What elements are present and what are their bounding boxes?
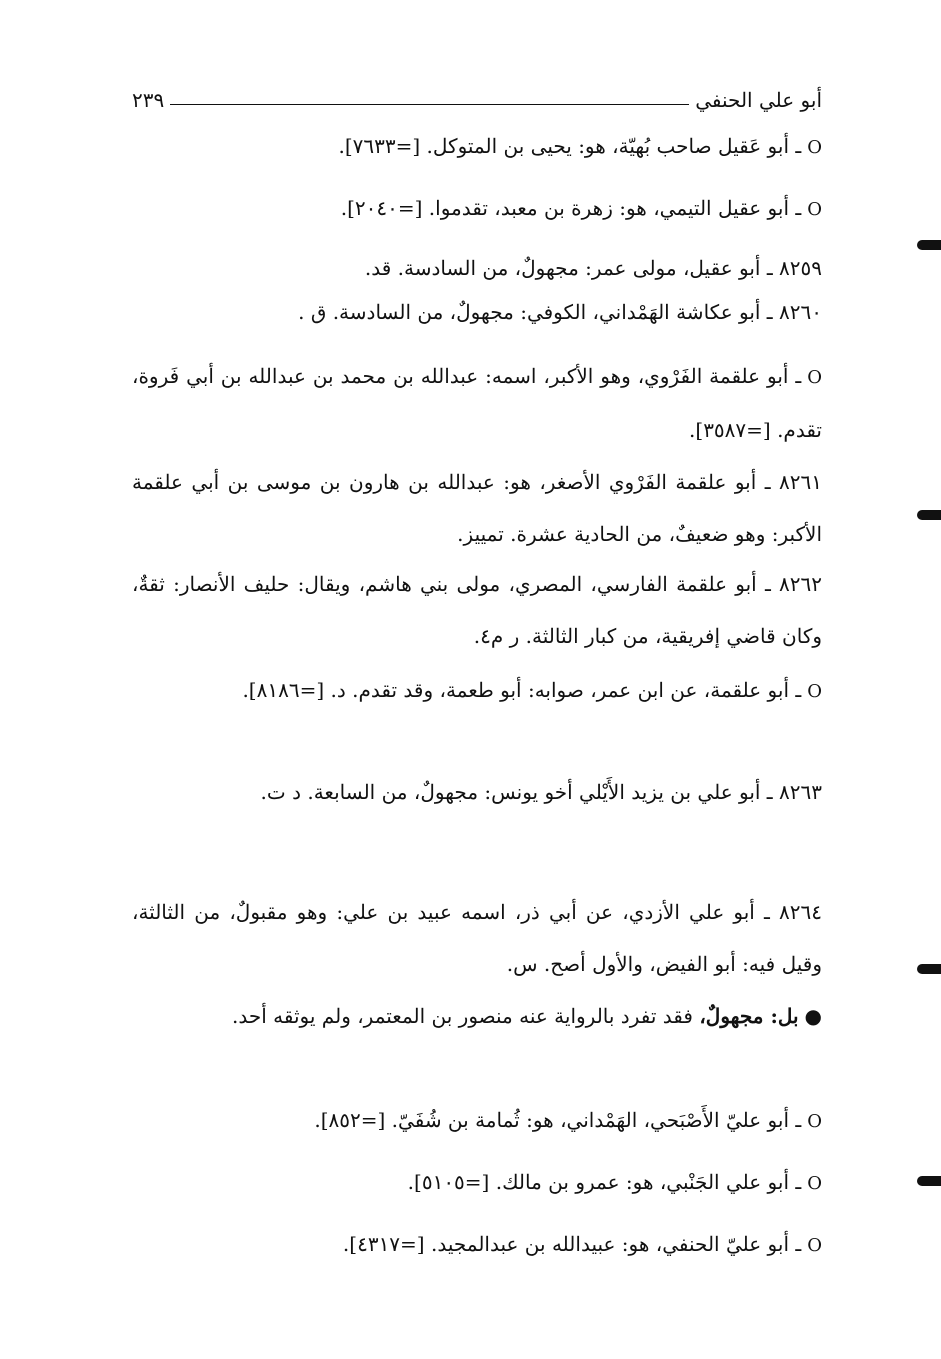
entry-text: ـ أبو عليّ الأَصْبَحي، الهَمْداني، هو: ثُمامة بن شُفَيّ. [=٨٥٢]. <box>314 1108 802 1132</box>
entry-text: ـ أبو عليّ الحنفي، هو: عبيدالله بن عبدالمجيد. [=٤٣١٧]. <box>342 1232 802 1256</box>
entry-text: ـ أبو علقمة، عن ابن عمر، صوابه: أبو طعمة، وقد تقدم. د. [=٨١٨٦]. <box>242 678 802 702</box>
margin-thumb-tab <box>917 964 941 974</box>
entry-cross-reference <box>132 120 822 174</box>
entry-8264 <box>132 886 822 990</box>
entry-text: ـ أبو عقيل التيمي، هو: زهرة بن معبد، تقدموا. [=٢٠٤٠]. <box>340 196 802 220</box>
entry-text: ٨٢٦٢ ـ أبو علقمة الفارسي، المصري، مولى بني هاشم، ويقال: حليف الأنصار: ثقةٌ، وكان قاضي إفريقية، من كبار الثالثة. ر م٤. <box>132 572 822 648</box>
entry-text: ـ أبو علي الجَنْبي، هو: عمرو بن مالك. [=٥١٠٥]. <box>407 1170 802 1194</box>
entry-cross-reference <box>132 1218 822 1272</box>
filled-circle-icon: ● <box>804 1004 822 1028</box>
margin-thumb-tab <box>917 240 941 250</box>
entry-cross-reference <box>132 1094 822 1148</box>
entry-text: ٨٢٥٩ ـ أبو عقيل، مولى عمر: مجهولٌ، من السادسة. قد. <box>364 256 822 280</box>
entry-cross-reference <box>132 1156 822 1210</box>
hollow-circle-icon: O <box>807 1235 822 1256</box>
entry-8262 <box>132 558 822 662</box>
running-title: أبو علي الحنفي <box>695 88 822 112</box>
hollow-circle-icon: O <box>807 1111 822 1132</box>
entry-8261 <box>132 456 822 560</box>
hollow-circle-icon: O <box>807 1173 822 1194</box>
entry-text: ٨٢٦٤ ـ أبو علي الأزدي، عن أبي ذر، اسمه عبيد بن علي: وهو مقبولٌ، من الثالثة، وقيل فيه: أبو الفيض، والأول أصح. س. <box>132 900 822 976</box>
margin-thumb-tab <box>917 1176 941 1186</box>
page-header <box>132 82 822 112</box>
hollow-circle-icon: O <box>807 199 822 220</box>
entry-text: ـ أبو علقمة الفَرْوي، وهو الأكبر، اسمه: عبدالله بن محمد بن عبدالله بن أبي فَروة، تقدم. [=٣٥٨٧]. <box>132 364 822 442</box>
hollow-circle-icon: O <box>807 681 822 702</box>
entry-8259 <box>132 248 822 288</box>
entry-8263 <box>132 766 822 818</box>
editor-note <box>132 990 822 1042</box>
page-number: ٢٣٩ <box>132 88 165 112</box>
entry-cross-reference <box>132 182 822 236</box>
entry-text: فقد تفرد بالرواية عنه منصور بن المعتمر، ولم يوثقه أحد. <box>232 1004 693 1028</box>
entry-cross-reference <box>132 350 822 456</box>
hollow-circle-icon: O <box>807 367 822 388</box>
entry-text: ٨٢٦٣ ـ أبو علي بن يزيد الأَيْلي أخو يونس: مجهولٌ، من السابعة. د ت. <box>260 780 822 804</box>
entry-text: ـ أبو عَقيل صاحب بُهيّة، هو: يحيى بن المتوكل. [=٧٦٣٣]. <box>338 134 802 158</box>
margin-thumb-tab <box>917 510 941 520</box>
note-verdict: بل: مجهولٌ، <box>699 1004 799 1028</box>
entry-text: ٨٢٦١ ـ أبو علقمة الفَرْوي الأصغر، هو: عبدالله بن هارون بن موسى بن أبي علقمة الأكبر: وهو ضعيفٌ، من الحادية عشرة. تمييز. <box>132 470 822 546</box>
entry-text: ٨٢٦٠ ـ أبو عكاشة الهَمْداني، الكوفي: مجهولٌ، من السادسة. ق . <box>298 300 822 324</box>
entry-cross-reference <box>132 664 822 718</box>
hollow-circle-icon: O <box>807 137 822 158</box>
header-rule <box>170 104 689 105</box>
entry-8260 <box>132 292 822 332</box>
